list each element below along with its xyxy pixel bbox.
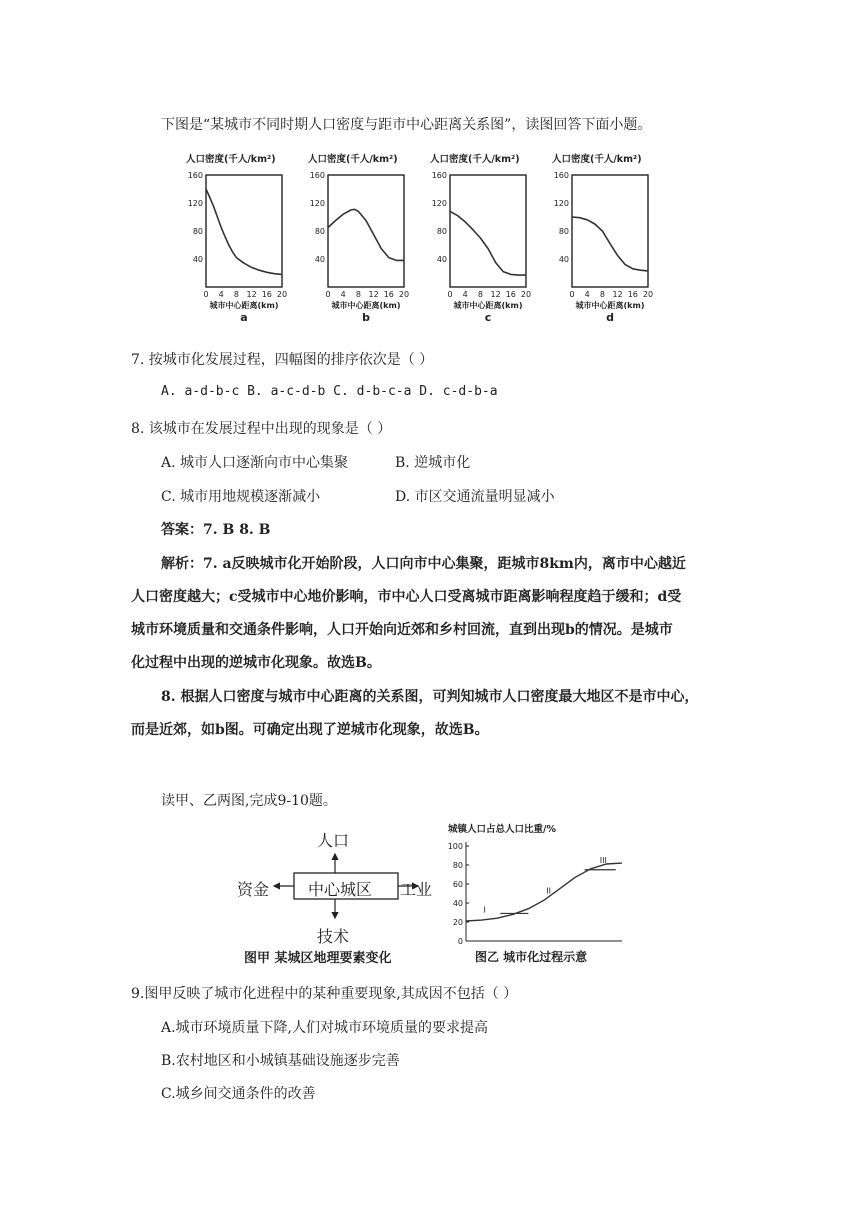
jia-caption: 图甲 某城区地理要素变化 — [244, 951, 392, 966]
stage-1-label: I — [483, 905, 486, 915]
analysis-line-5: 8. 根据人口密度与城市中心距离的关系图，可判知城市人口密度最大地区不是市中心， — [161, 689, 699, 705]
y-tick-label: 120 — [309, 199, 325, 208]
y-tick-label: 160 — [431, 171, 447, 180]
yi-y-tick-label: 60 — [452, 880, 463, 889]
analysis-line-6: 而是近郊，如b图。可确定出现了逆城市化现象，故选B。 — [131, 722, 489, 738]
jia-bottom-label: 技术 — [317, 927, 350, 946]
q7-stem: 7. 按城市化发展过程，四幅图的排序依次是（ ） — [131, 352, 434, 368]
x-tick-label: 12 — [490, 290, 501, 299]
y-tick-label: 80 — [558, 227, 569, 236]
y-tick-label: 40 — [314, 255, 325, 264]
density-panel-b — [308, 153, 409, 324]
yi-y-tick-label: 0 — [457, 937, 463, 946]
y-tick-label: 160 — [187, 171, 203, 180]
q8-option-b: B. 逆城市化 — [395, 455, 471, 471]
q9-stem: 9.图甲反映了城市化进程中的某种重要现象,其成因不包括（ ） — [131, 986, 518, 1002]
panel-frame — [206, 175, 282, 287]
panel-frame — [328, 175, 404, 287]
x-tick-label: 8 — [599, 290, 605, 299]
x-tick-label: 12 — [612, 290, 623, 299]
panel-letter: d — [606, 311, 614, 324]
density-curve — [572, 217, 648, 271]
stage-2-label: II — [546, 886, 552, 896]
x-tick-label: 4 — [218, 290, 224, 299]
y-tick-label: 120 — [187, 199, 203, 208]
y-tick-label: 80 — [314, 227, 325, 236]
density-curve — [328, 209, 404, 260]
analysis-line-2: 人口密度越大；c受城市中心地价影响，市中心人口受离城市距离影响程度趋于缓和；d受 — [131, 589, 682, 605]
x-tick-label: 4 — [462, 290, 468, 299]
x-tick-label: 16 — [383, 290, 394, 299]
x-tick-label: 8 — [355, 290, 361, 299]
y-tick-label: 80 — [436, 227, 447, 236]
y-tick-label: 120 — [431, 199, 447, 208]
density-distance-figure — [186, 148, 676, 328]
yi-title: 城镇人口占总人口比重/% — [448, 824, 556, 835]
y-tick-label: 80 — [192, 227, 203, 236]
panel-xlabel: 城市中心距离(km) — [209, 301, 279, 310]
analysis-line-3: 城市环境质量和交通条件影响，人口开始向近郊和乡村回流，直到出现b的情况。是城市 — [131, 622, 673, 638]
analysis-line-4: 化过程中出现的逆城市化现象。故选B。 — [131, 655, 381, 671]
x-tick-label: 4 — [584, 290, 590, 299]
x-tick-label: 12 — [246, 290, 257, 299]
q8-option-d: D. 市区交通流量明显减小 — [395, 489, 555, 505]
panel-xlabel: 城市中心距离(km) — [453, 301, 523, 310]
panel-letter: a — [240, 311, 248, 324]
x-tick-label: 16 — [627, 290, 638, 299]
q9-option-a: A.城市环境质量下降,人们对城市环境质量的要求提高 — [161, 1020, 489, 1036]
urbanization-curve-figure — [440, 818, 640, 968]
y-tick-label: 160 — [553, 171, 569, 180]
y-tick-label: 40 — [436, 255, 447, 264]
panel-ylabel: 人口密度(千人/km²) — [552, 154, 642, 165]
panel-ylabel: 人口密度(千人/km²) — [186, 154, 276, 165]
jia-right-label: 工业 — [400, 880, 433, 899]
x-tick-label: 16 — [505, 290, 516, 299]
x-tick-label: 0 — [569, 290, 575, 299]
analysis-line-1: 解析：7. a反映城市化开始阶段，人口向市中心集聚，距城市8km内，离市中心越近 — [161, 556, 686, 572]
figure-jia — [232, 820, 442, 970]
density-panel-d — [552, 153, 653, 324]
yi-y-tick-label: 100 — [447, 842, 463, 851]
panel-xlabel: 城市中心距离(km) — [331, 301, 401, 310]
y-tick-label: 40 — [192, 255, 203, 264]
panel-ylabel: 人口密度(千人/km²) — [308, 154, 398, 165]
yi-y-tick-label: 20 — [452, 918, 463, 927]
y-tick-label: 40 — [558, 255, 569, 264]
density-curve — [450, 211, 526, 275]
panel-ylabel: 人口密度(千人/km²) — [430, 154, 520, 165]
yi-curve — [466, 863, 622, 921]
x-tick-label: 20 — [276, 290, 288, 299]
q9-option-b: B.农村地区和小城镇基础设施逐步完善 — [161, 1053, 400, 1069]
jia-top-label: 人口 — [317, 831, 350, 850]
x-tick-label: 0 — [325, 290, 331, 299]
panel-xlabel: 城市中心距离(km) — [575, 301, 645, 310]
y-tick-label: 120 — [553, 199, 569, 208]
intro-text-1: 下图是“某城市不同时期人口密度与距市中心距离关系图”，读图回答下面小题。 — [161, 117, 652, 133]
y-tick-label: 160 — [309, 171, 325, 180]
answer-line: 答案：7. B 8. B — [161, 522, 271, 538]
density-panel-c — [430, 153, 531, 324]
q9-option-c: C.城乡间交通条件的改善 — [161, 1086, 316, 1102]
yi-y-tick-label: 40 — [452, 899, 463, 908]
jia-left-label: 资金 — [237, 880, 270, 899]
yi-y-tick-label: 80 — [452, 861, 463, 870]
density-panel-a — [186, 153, 287, 324]
jia-center-label: 中心城区 — [308, 880, 373, 899]
q8-stem: 8. 该城市在发展过程中出现的现象是（ ） — [131, 421, 392, 437]
panel-frame — [450, 175, 526, 287]
x-tick-label: 4 — [340, 290, 346, 299]
intro-text-2: 读甲、乙两图,完成9-10题。 — [161, 793, 337, 809]
x-tick-label: 12 — [368, 290, 379, 299]
yi-caption: 图乙 城市化过程示意 — [475, 950, 588, 964]
stage-3-label: III — [599, 856, 607, 866]
panel-letter: b — [362, 311, 370, 324]
x-tick-label: 20 — [398, 290, 410, 299]
x-tick-label: 8 — [477, 290, 483, 299]
density-curve — [206, 189, 282, 274]
q8-option-c: C. 城市用地规模逐渐减小 — [161, 489, 321, 505]
x-tick-label: 20 — [520, 290, 532, 299]
x-tick-label: 0 — [447, 290, 453, 299]
x-tick-label: 0 — [203, 290, 209, 299]
q8-option-a: A. 城市人口逐渐向市中心集聚 — [161, 455, 349, 471]
q7-options: A. a-d-b-c B. a-c-d-b C. d-b-c-a D. c-d-b-a — [161, 384, 498, 399]
x-tick-label: 20 — [642, 290, 654, 299]
panel-letter: c — [484, 311, 492, 324]
x-tick-label: 16 — [261, 290, 272, 299]
x-tick-label: 8 — [233, 290, 239, 299]
